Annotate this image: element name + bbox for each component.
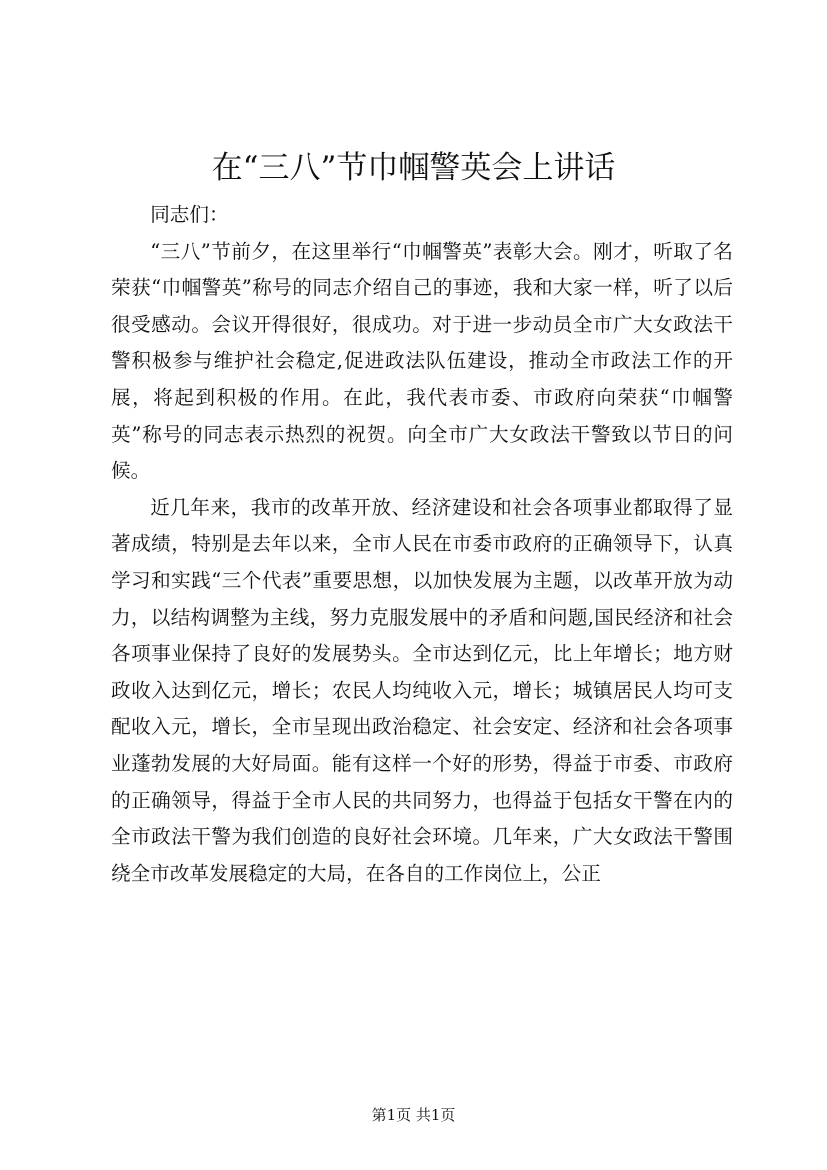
document-title: 在“三八”节巾帼警英会上讲话 [211,150,616,186]
paragraph-2: 近几年来，我市的改革开放、经济建设和社会各项事业都取得了显著成绩，特别是去年以来，全市人民在市委市政府的正确领导下，认真学习和实践“三个代表”重要思想，以加快发展为主题，以改革开放为动力，以结构调整为主线，努力克服发展中的矛盾和问题,国民经济和社会各项事业保持了良好的发展势头。全市达到亿元，比上年增长；地方财政收入达到亿元，增长；农民人均纯收入元，增长；城镇居民人均可支配收入元，增长，全市呈现出政治稳定、社会安定、经济和社会各项事业蓬勃发展的大好局面。能有这样一个好的形势，得益于市委、市政府的正确领导，得益于全市人民的共同努力，也得益于包括女干警在内的全市政法干警为我们创造的良好社会环境。几年来，广大女政法干警围绕全市改革发展稳定的大局，在各自的工作岗位上，公正 [111,495,733,885]
document-body [111,197,733,892]
page-footer: 第1页 共1页 [371,1106,456,1124]
salutation: 同志们： [150,203,229,226]
paragraph-1: “三八”节前夕，在这里举行“巾帼警英”表彰大会。刚才，听取了名荣获“巾帼警英”称号的同志介绍自己的事迹，我和大家一样，听了以后很受感动。会议开得很好，很成功。对于进一步动员全市广大女政法干警积极参与维护社会稳定,促进政法队伍建设，推动全市政法工作的开展，将起到积极的作用。在此，我代表市委、市政府向荣获“巾帼警英”称号的同志表示热烈的祝贺。向全市广大女政法干警致以节日的问候。 [111,239,733,483]
